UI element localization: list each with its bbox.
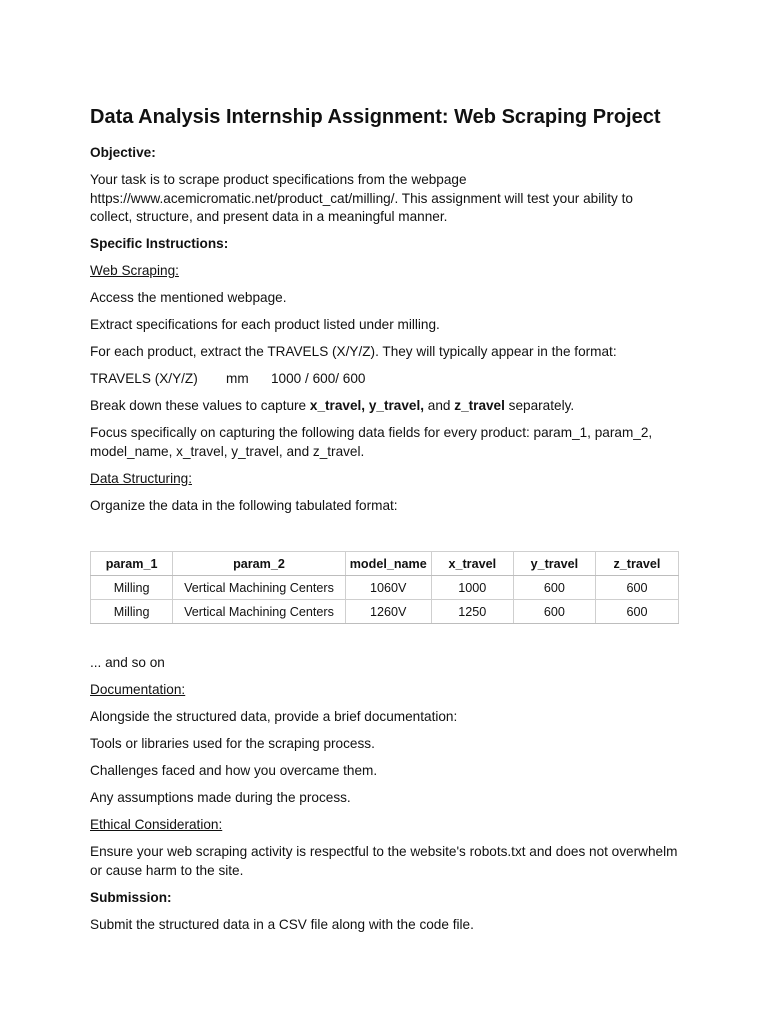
table-header-cell: param_2: [173, 552, 346, 576]
data-structuring-heading: Data Structuring:: [90, 470, 192, 486]
web-scraping-heading: Web Scraping:: [90, 263, 179, 278]
travels-example: [90, 370, 678, 389]
travels-example-value: 1000 / 600/ 600: [271, 371, 366, 386]
document-title: Data Analysis Internship Assignment: Web Scraping Project: [90, 106, 661, 128]
and-so-on-text: ... and so on: [90, 655, 165, 670]
table-cell: 1250: [431, 600, 513, 624]
table-cell: 600: [513, 576, 595, 600]
documentation-line-3: Challenges faced and how you overcame them.: [90, 763, 378, 778]
table-header-cell: model_name: [345, 552, 431, 576]
table-cell: 600: [595, 600, 678, 624]
objective-heading: Objective:: [90, 145, 156, 160]
objective-text: Your task is to scrape product specifications from the webpage https://www.acemicromatic.net/product_cat/milling/. This assignment will test your ability to collect, structure, and present data in a meaningful manner.: [90, 172, 633, 224]
focus-text: Focus specifically on capturing the following data fields for every product: param_1, param_2, model_name, x_travel, y_travel, and z_travel.: [90, 425, 653, 459]
breakdown-bold-z: z_travel: [454, 398, 505, 413]
table-header-cell: param_1: [91, 552, 173, 576]
table-row: [91, 576, 679, 600]
table-cell: 1000: [431, 576, 513, 600]
table-header-cell: y_travel: [513, 552, 595, 576]
web-scraping-step-1: Access the mentioned webpage.: [90, 290, 287, 305]
table-cell: Milling: [91, 576, 173, 600]
table-header-row: [91, 552, 679, 576]
table-cell: 600: [595, 576, 678, 600]
web-scraping-step-2: Extract specifications for each product listed under milling.: [90, 317, 440, 332]
table-row: [91, 600, 679, 624]
table-cell: 1260V: [345, 600, 431, 624]
breakdown-prefix: Break down these values to capture: [90, 398, 310, 413]
travels-example-unit: mm: [226, 371, 249, 386]
ethical-heading: Ethical Consideration:: [90, 817, 223, 832]
data-table: [90, 551, 679, 624]
documentation-line-4: Any assumptions made during the process.: [90, 790, 351, 805]
table-header-cell: z_travel: [595, 552, 678, 576]
organize-text: Organize the data in the following tabulated format:: [90, 497, 398, 513]
breakdown-bold-xy: x_travel, y_travel,: [309, 398, 425, 413]
breakdown-suffix: separately.: [504, 398, 575, 413]
ethical-text: Ensure your web scraping activity is respectful to the website's robots.txt and does not overwhelm or cause harm to the site.: [90, 844, 678, 878]
submission-text: Submit the structured data in a CSV file along with the code file.: [90, 916, 474, 932]
breakdown-text: [90, 397, 678, 416]
table-cell: Vertical Machining Centers: [173, 576, 346, 600]
table-cell: Milling: [91, 600, 173, 624]
documentation-heading: Documentation:: [90, 682, 186, 697]
table-cell: 600: [513, 600, 595, 624]
documentation-line-1: Alongside the structured data, provide a brief documentation:: [90, 709, 458, 724]
documentation-line-2: Tools or libraries used for the scraping process.: [90, 736, 375, 751]
specific-instructions-heading: Specific Instructions:: [90, 236, 229, 251]
table-cell: Vertical Machining Centers: [173, 600, 346, 624]
submission-heading: Submission:: [90, 889, 172, 905]
breakdown-middle: and: [424, 398, 455, 413]
table-header-cell: x_travel: [431, 552, 513, 576]
travels-example-label: TRAVELS (X/Y/Z): [90, 371, 198, 386]
table-cell: 1060V: [345, 576, 431, 600]
web-scraping-step-3: For each product, extract the TRAVELS (X/Y/Z). They will typically appear in the format:: [90, 344, 617, 359]
